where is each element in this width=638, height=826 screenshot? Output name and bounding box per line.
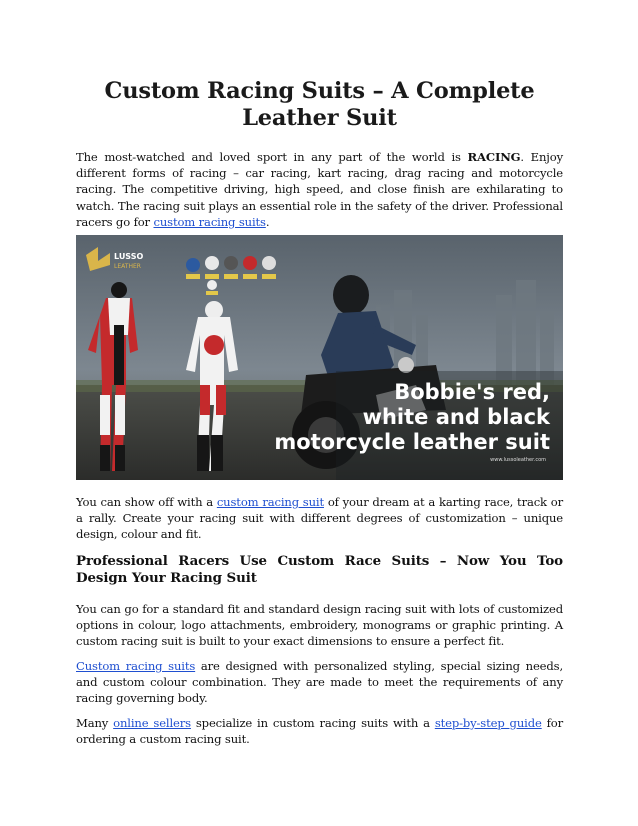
banner-headline-line-3: motorcycle leather suit [274, 430, 550, 454]
p5-text-2: specialize in custom racing suits with a [190, 716, 435, 730]
banner-headline-line-2: white and black [362, 405, 550, 429]
custom-racing-suits-link[interactable]: custom racing suits [153, 214, 266, 229]
racing-emphasis: RACING [467, 150, 521, 164]
banner-headline-line-1: Bobbie's red, [394, 380, 550, 404]
online-sellers-link[interactable]: online sellers [113, 716, 191, 730]
p5-text-1: Many [76, 716, 114, 730]
svg-text:LUSSO: LUSSO [114, 252, 144, 261]
logo-leather-text: LEATHER [114, 263, 141, 270]
banner-url: www.lussoleather.com [490, 457, 546, 463]
intro-text-3: . [265, 214, 270, 229]
section-heading: Professional Racers Use Custom Race Suits – Now You Too Design Your Racing Suit [76, 553, 563, 586]
paragraph-personalized [76, 658, 563, 707]
p2-text-1: You can show off with a [76, 495, 217, 509]
promo-banner-image [76, 235, 563, 480]
intro-text-2: . Enjoy different forms of racing – car racing, kart racing, drag racing and motorcycle racing. The competitive driving, high speed, and close finish are exhilarating to watch. The racing suit plays an essential role in the safety of the driver. Professional racers go for [76, 150, 563, 229]
banner-illustration [76, 235, 563, 480]
paragraph-show-off [76, 494, 563, 543]
p2-text-2: of your dream at a karting race, track or a rally. Create your racing suit with different degrees of customization – unique design, colour and fit. [76, 495, 563, 542]
paragraph-standard-fit: You can go for a standard fit and standard design racing suit with lots of customized options in colour, logo attachments, embroidery, monograms or graphic printing. A custom racing suit is built to your exact dimensions to ensure a perfect fit. [76, 602, 563, 649]
intro-text-1: The most-watched and loved sport in any part of the world is [76, 150, 468, 164]
custom-racing-suit-link[interactable]: custom racing suit [216, 495, 324, 509]
p5-text-3: for ordering a custom racing suit. [76, 716, 563, 747]
custom-racing-suits-link-2[interactable]: Custom racing suits [76, 659, 196, 673]
article-title: Custom Racing Suits – A Complete Leather Suit [104, 78, 535, 131]
step-by-step-guide-link[interactable]: step-by-step guide [434, 716, 542, 730]
intro-paragraph [76, 149, 563, 230]
paragraph-online-sellers [76, 715, 563, 747]
p4-text-1: are designed with personalized styling, special sizing needs, and custom colour combination. They are made to meet the requirements of any racing governing body. [76, 659, 563, 706]
